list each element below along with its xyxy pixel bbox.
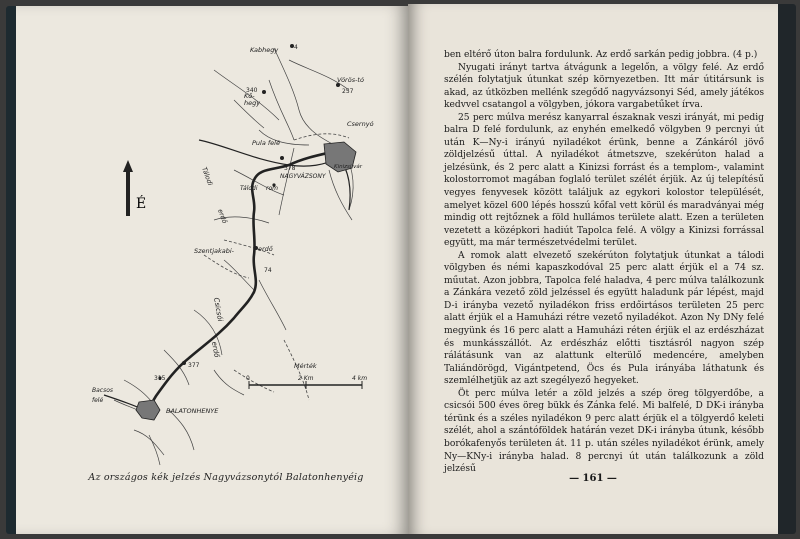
map-caption: Az országos kék jelzés Nagyvázsonytól Balatonhenyéig	[88, 472, 364, 483]
map-label-talodi-erdo2: erdő	[216, 207, 229, 225]
map-label-talodi-rom: Tálodi	[240, 185, 258, 192]
map-label-kohegy2: hegy	[244, 99, 261, 107]
map-label-kabhegy-num: 4	[294, 44, 298, 51]
map-label-csicsoi: Csicsói	[212, 296, 225, 323]
map-label-voros-to: Vörös-tó	[337, 76, 364, 84]
paragraph: ben eltérő úton balra fordulunk. Az erdő sarkán pedig jobbra. (4 p.)	[444, 50, 758, 60]
map-label-kohegy-num: 340	[246, 87, 258, 94]
map-label-bacsos2: felé	[92, 397, 104, 404]
route-map	[94, 40, 384, 468]
map-label-kabhegy: Kabhegy	[250, 46, 279, 54]
paragraph: Öt perc múlva letér a zöld jelzés a szép öreg tölgyerdőbe, a csicsói 500 éves öreg bükk és Zánka felé. Mi balfelé, D DK-i irányba térünk és a széles nyiladékon 9 perc alatt érjük el a tölgyerdő keleti szélét, ahol a szántóföldek határán vezet DK-i irányba útunk, később borókafenyős területen át. 11 p. után széles nyiladékot érünk, amely Ny—KNy-i irányba halad. 8 percnyi út után találkozunk a zöld jelzésű	[444, 388, 764, 475]
paragraph: A romok alatt elvezető szekérúton folytatjuk útunkat a tálodi völgyben és némi kapaszkodóval 25 perc alatt érjük el a 74 sz. műutat. Azon jobbra, Tapolca felé haladva, 4 perc múlva találkozunk a Zánkára vezető zöld jelzéssel és együtt haladunk pár lépést, majd D-i irányba vezető nyiladékon friss erdőirtásos területen 25 perc alatt érjük el a Hamuházi rétre vezető nyiladékot. Azon Ny DNy felé megyünk és 16 perc alatt a Hamuházi réten érjük el az erdészházat és munkásszállót. Az erdészház előtti tisztásról nagyon szép rálátásunk van az alattunk elterülő medencére, amelyben Taliándörögd, Vigántpetend, Öcs és Pula irányába láthatunk és szemlélhetjük az azt szegélyező hegyeket.	[444, 250, 764, 387]
map-label-kinizsi-var: Kinizsi vár	[334, 164, 363, 170]
map-label-pula-fele: Pula felé	[252, 139, 280, 147]
map-label-csernyo: Csernyó	[347, 120, 374, 128]
paragraph: 25 perc múlva merész kanyarral északnak veszi irányát, mi pedig balra D felé fordulunk, az enyhén emelkedő völgyben 9 percnyi út után K—Ny-i irányú nyiladékot érünk, benne a Zánkáról jövő zöldjelzésű úttal. A nyiladékot átmetszve, szekérúton halad a jelzésünk, és 2 perc alatt a Kinizsi forrást és a templom-, valamint kolostorromot magában foglaló terület szélét érjük. Az új telepítésű vegyes fenyvesek között találjuk az egykori kolostor települését, amelyet közel 600 lépés hosszú kőfal vett körül és maradványai még mindig ott rejtőznek a föld hullámos területe alatt. Ezen a területen vezetett a középkori hadiút Tapolca felé. A völgy a Kinizsi forrással együtt, ma már természetvédelmi terület.	[444, 112, 764, 249]
north-label: É	[136, 196, 147, 212]
paragraph: Nyugati irányt tartva átvágunk a legelőn, a völgy felé. Az erdő szélén folytatjuk útunkat szép környezetben. Itt már útitársunk is akad, az útközben mellénk szegődő nagyvázsonyi Séd, amely játékos kedvvel csatangol a völgyben, jókora vargabetűket írva.	[444, 62, 764, 111]
map-label-voros-num: 257	[342, 88, 354, 95]
right-page	[408, 4, 778, 534]
map-label-talodi-erdo: Tálodi	[200, 165, 215, 187]
left-page	[16, 6, 408, 534]
map-label-szentjakab: Szentjakabi-	[194, 247, 235, 255]
body-text	[444, 49, 764, 476]
map-label-377: 377	[188, 362, 200, 369]
map-label-nagyvazsony: NAGYVÁZSONY	[280, 173, 326, 180]
page-number: — 161 —	[569, 473, 617, 484]
map-label-scale-4: 4 km	[352, 375, 368, 382]
map-label-mertek: Mérték	[294, 362, 317, 370]
map-label-scale-2: 2 Km	[298, 375, 314, 382]
map-label-74: 74	[264, 267, 272, 274]
map-label-kohegy: Kő-	[244, 92, 255, 100]
map-label-szentjakab2: erdő	[258, 245, 273, 253]
map-label-315: 315	[154, 375, 166, 382]
map-label-bacsos: Bacsos	[92, 387, 114, 394]
balatonhenye-town	[136, 400, 160, 420]
map-label-378: 378	[284, 165, 296, 172]
map-label-balatonhenye: BALATONHENYE	[166, 407, 219, 415]
map-label-csicsoi2: erdő	[210, 340, 221, 359]
map-label-talodi-rom2: rom	[266, 185, 278, 192]
map-label-scale-0: 0	[246, 375, 250, 382]
